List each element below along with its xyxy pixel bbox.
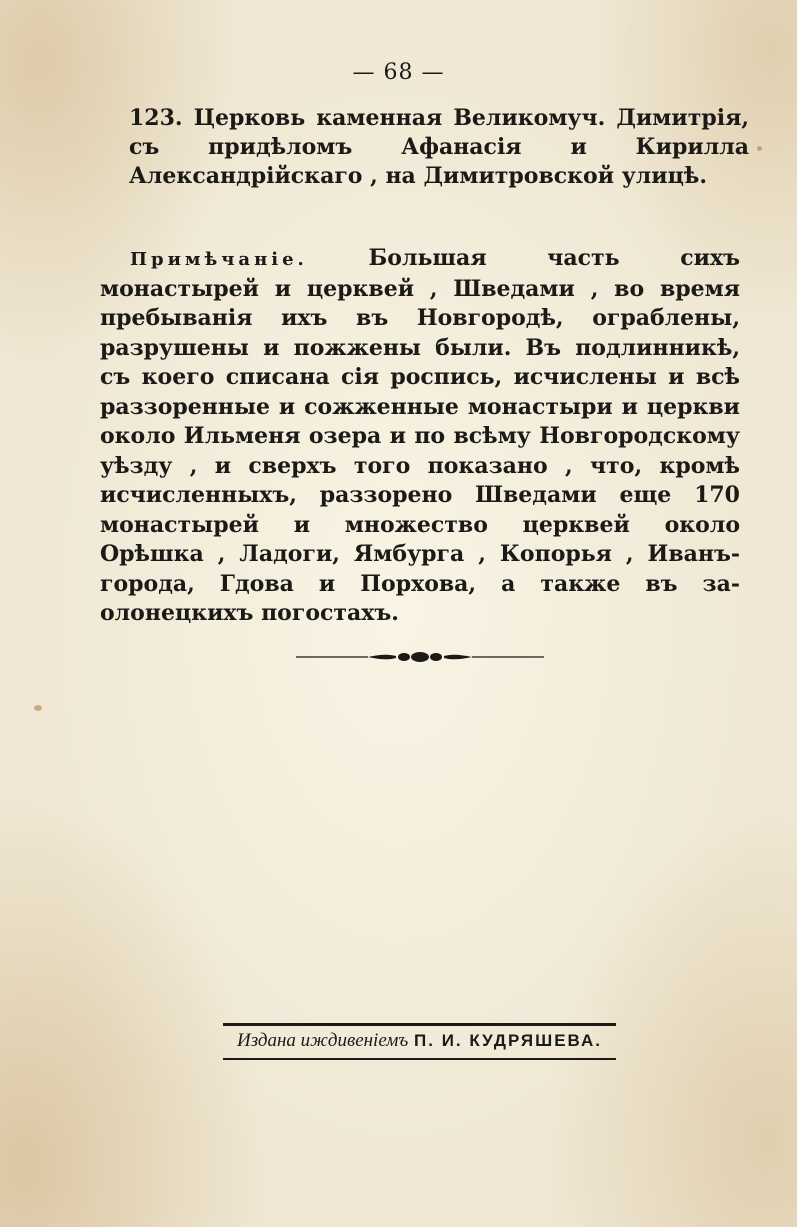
paper-stain-speck	[757, 146, 762, 151]
footnote-paragraph	[100, 244, 740, 629]
decorative-divider-ornament	[296, 648, 544, 666]
note-text: Большая часть сихъ монастырей и церквей , Шведами , во время пребыванія ихъ въ Новгородѣ, ограблены, разрушены и пожжены были. Въ подлинникѣ, съ коего списана сія роспись, исчислены и всѣ раззоренные и сожженные монастыри и церкви около Ильменя озера и по всѣму Новгородскому уѣзду , и сверхъ того показано , что, кромѣ исчисленныхъ, раззорено Шведами еще 170 монастырей и множество церквей около Орѣшка , Ладоги, Ямбурга , Копорья , Иванъ-города, Гдова и Порхова, а также въ за-олонецкихъ погостахъ.	[100, 245, 740, 626]
publisher-name: П. И. КУДРЯШЕВА.	[414, 1031, 602, 1050]
publisher-imprint	[223, 1030, 616, 1052]
paper-stain-speck	[34, 705, 42, 711]
church-entry-123: 123. Церковь каменная Великомуч. Димитрія, съ придѣломъ Афанасія и Кирилла Александрійскаго , на Димитровской улицѣ.	[129, 105, 749, 189]
imprint-prefix: Издана иждивеніемъ	[237, 1030, 409, 1051]
imprint-rule-top	[223, 1023, 616, 1026]
imprint-rule-bottom	[223, 1058, 616, 1060]
page-number: — 68 —	[352, 60, 445, 85]
note-label: Примѣчаніе.	[130, 249, 308, 270]
